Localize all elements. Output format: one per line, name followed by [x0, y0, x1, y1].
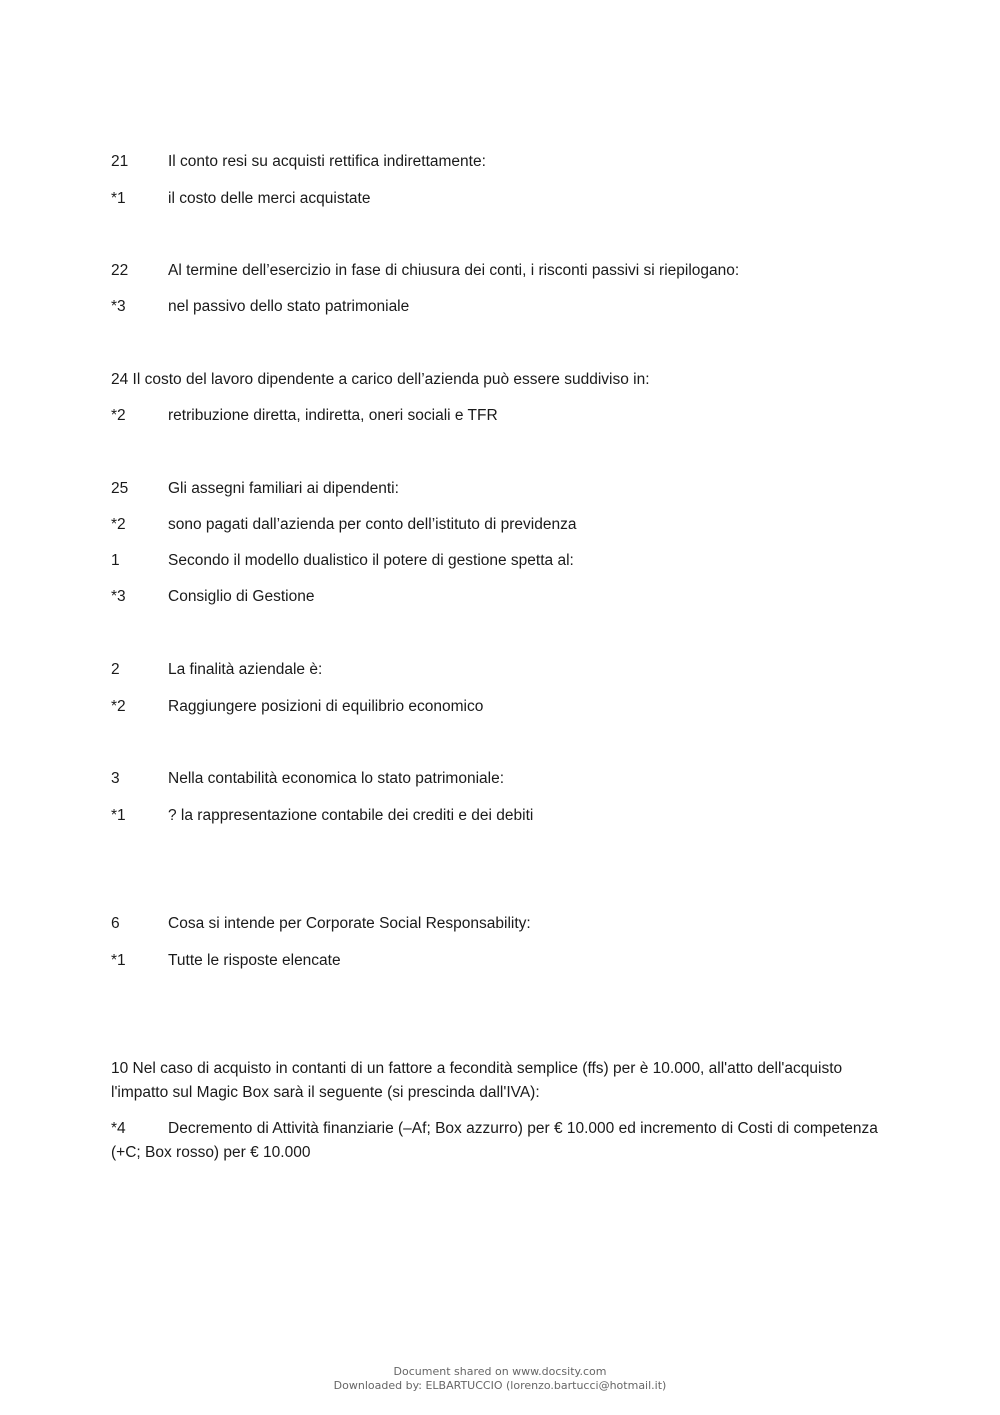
question-text: Il conto resi su acquisti rettifica indirettamente: [168, 153, 486, 170]
question-number: 21 [111, 153, 129, 170]
question-2 [111, 658, 901, 682]
answer-text: Consiglio di Gestione [168, 588, 315, 605]
answer-number: *2 [111, 407, 126, 424]
answer-text: Raggiungere posizioni di equilibrio economico [168, 698, 484, 715]
question-number: 25 [111, 480, 129, 497]
question-text: Al termine dell’esercizio in fase di chiusura dei conti, i risconti passivi si riepilogano: [168, 262, 740, 279]
answer-number: *1 [111, 190, 126, 207]
answer-text: nel passivo dello stato patrimoniale [168, 298, 410, 315]
answer-1 [111, 585, 901, 609]
question-text: Gli assegni familiari ai dipendenti: [168, 480, 399, 497]
question-text: Cosa si intende per Corporate Social Responsability: [168, 915, 531, 932]
footer-downloaded-line: Downloaded by: ELBARTUCCIO (lorenzo.bartucci@hotmail.it) [333, 1379, 667, 1392]
question-number: 3 [111, 770, 120, 787]
answer-number: *2 [111, 516, 126, 533]
answer-10 [111, 1117, 901, 1165]
answer-3 [111, 804, 901, 828]
answer-text: il costo delle merci acquistate [168, 190, 371, 207]
question-3 [111, 767, 901, 791]
question-10 [111, 1057, 901, 1105]
question-1 [111, 549, 901, 573]
question-number: 22 [111, 262, 129, 279]
answer-text: Tutte le risposte elencate [168, 952, 341, 969]
answer-number: *3 [111, 298, 126, 315]
answer-25 [111, 513, 901, 537]
answer-6 [111, 949, 901, 973]
answer-2 [111, 695, 901, 719]
question-text: Secondo il modello dualistico il potere di gestione spetta al: [168, 552, 574, 569]
answer-24 [111, 404, 901, 428]
question-6 [111, 912, 901, 936]
question-text: 24 Il costo del lavoro dipendente a carico dell’azienda può essere suddiviso in: [111, 371, 650, 388]
footer [0, 1365, 1000, 1393]
answer-text: retribuzione diretta, indiretta, oneri sociali e TFR [168, 407, 498, 424]
answer-number: *1 [111, 952, 126, 969]
question-text: La finalità aziendale è: [168, 661, 323, 678]
answer-text: sono pagati dall’azienda per conto dell’istituto di previdenza [168, 516, 577, 533]
question-22 [111, 259, 901, 283]
question-number: 1 [111, 552, 120, 569]
answer-text: Decremento di Attività finanziarie (–Af; Box azzurro) per € 10.000 ed incremento di Costi di competenza (+C; Box rosso) per € 10.000 [111, 1120, 878, 1161]
question-25 [111, 477, 901, 501]
question-text: 10 Nel caso di acquisto in contanti di un fattore a fecondità semplice (ffs) per è 10.000, all'atto dell'acquisto l'impatto sul Magic Box sarà il seguente (si prescinda dall'IVA): [111, 1060, 843, 1101]
question-text: Nella contabilità economica lo stato patrimoniale: [168, 770, 505, 787]
answer-number: *4 [111, 1120, 126, 1137]
footer-shared-line: Document shared on www.docsity.com [393, 1365, 607, 1378]
answer-number: *1 [111, 807, 126, 824]
answer-number: *2 [111, 698, 126, 715]
question-number: 2 [111, 661, 120, 678]
answer-number: *3 [111, 588, 126, 605]
question-24 [111, 368, 901, 392]
answer-text: ? la rappresentazione contabile dei crediti e dei debiti [168, 807, 534, 824]
answer-21 [111, 187, 901, 211]
answer-22 [111, 295, 901, 319]
question-number: 6 [111, 915, 120, 932]
question-21 [111, 150, 901, 174]
